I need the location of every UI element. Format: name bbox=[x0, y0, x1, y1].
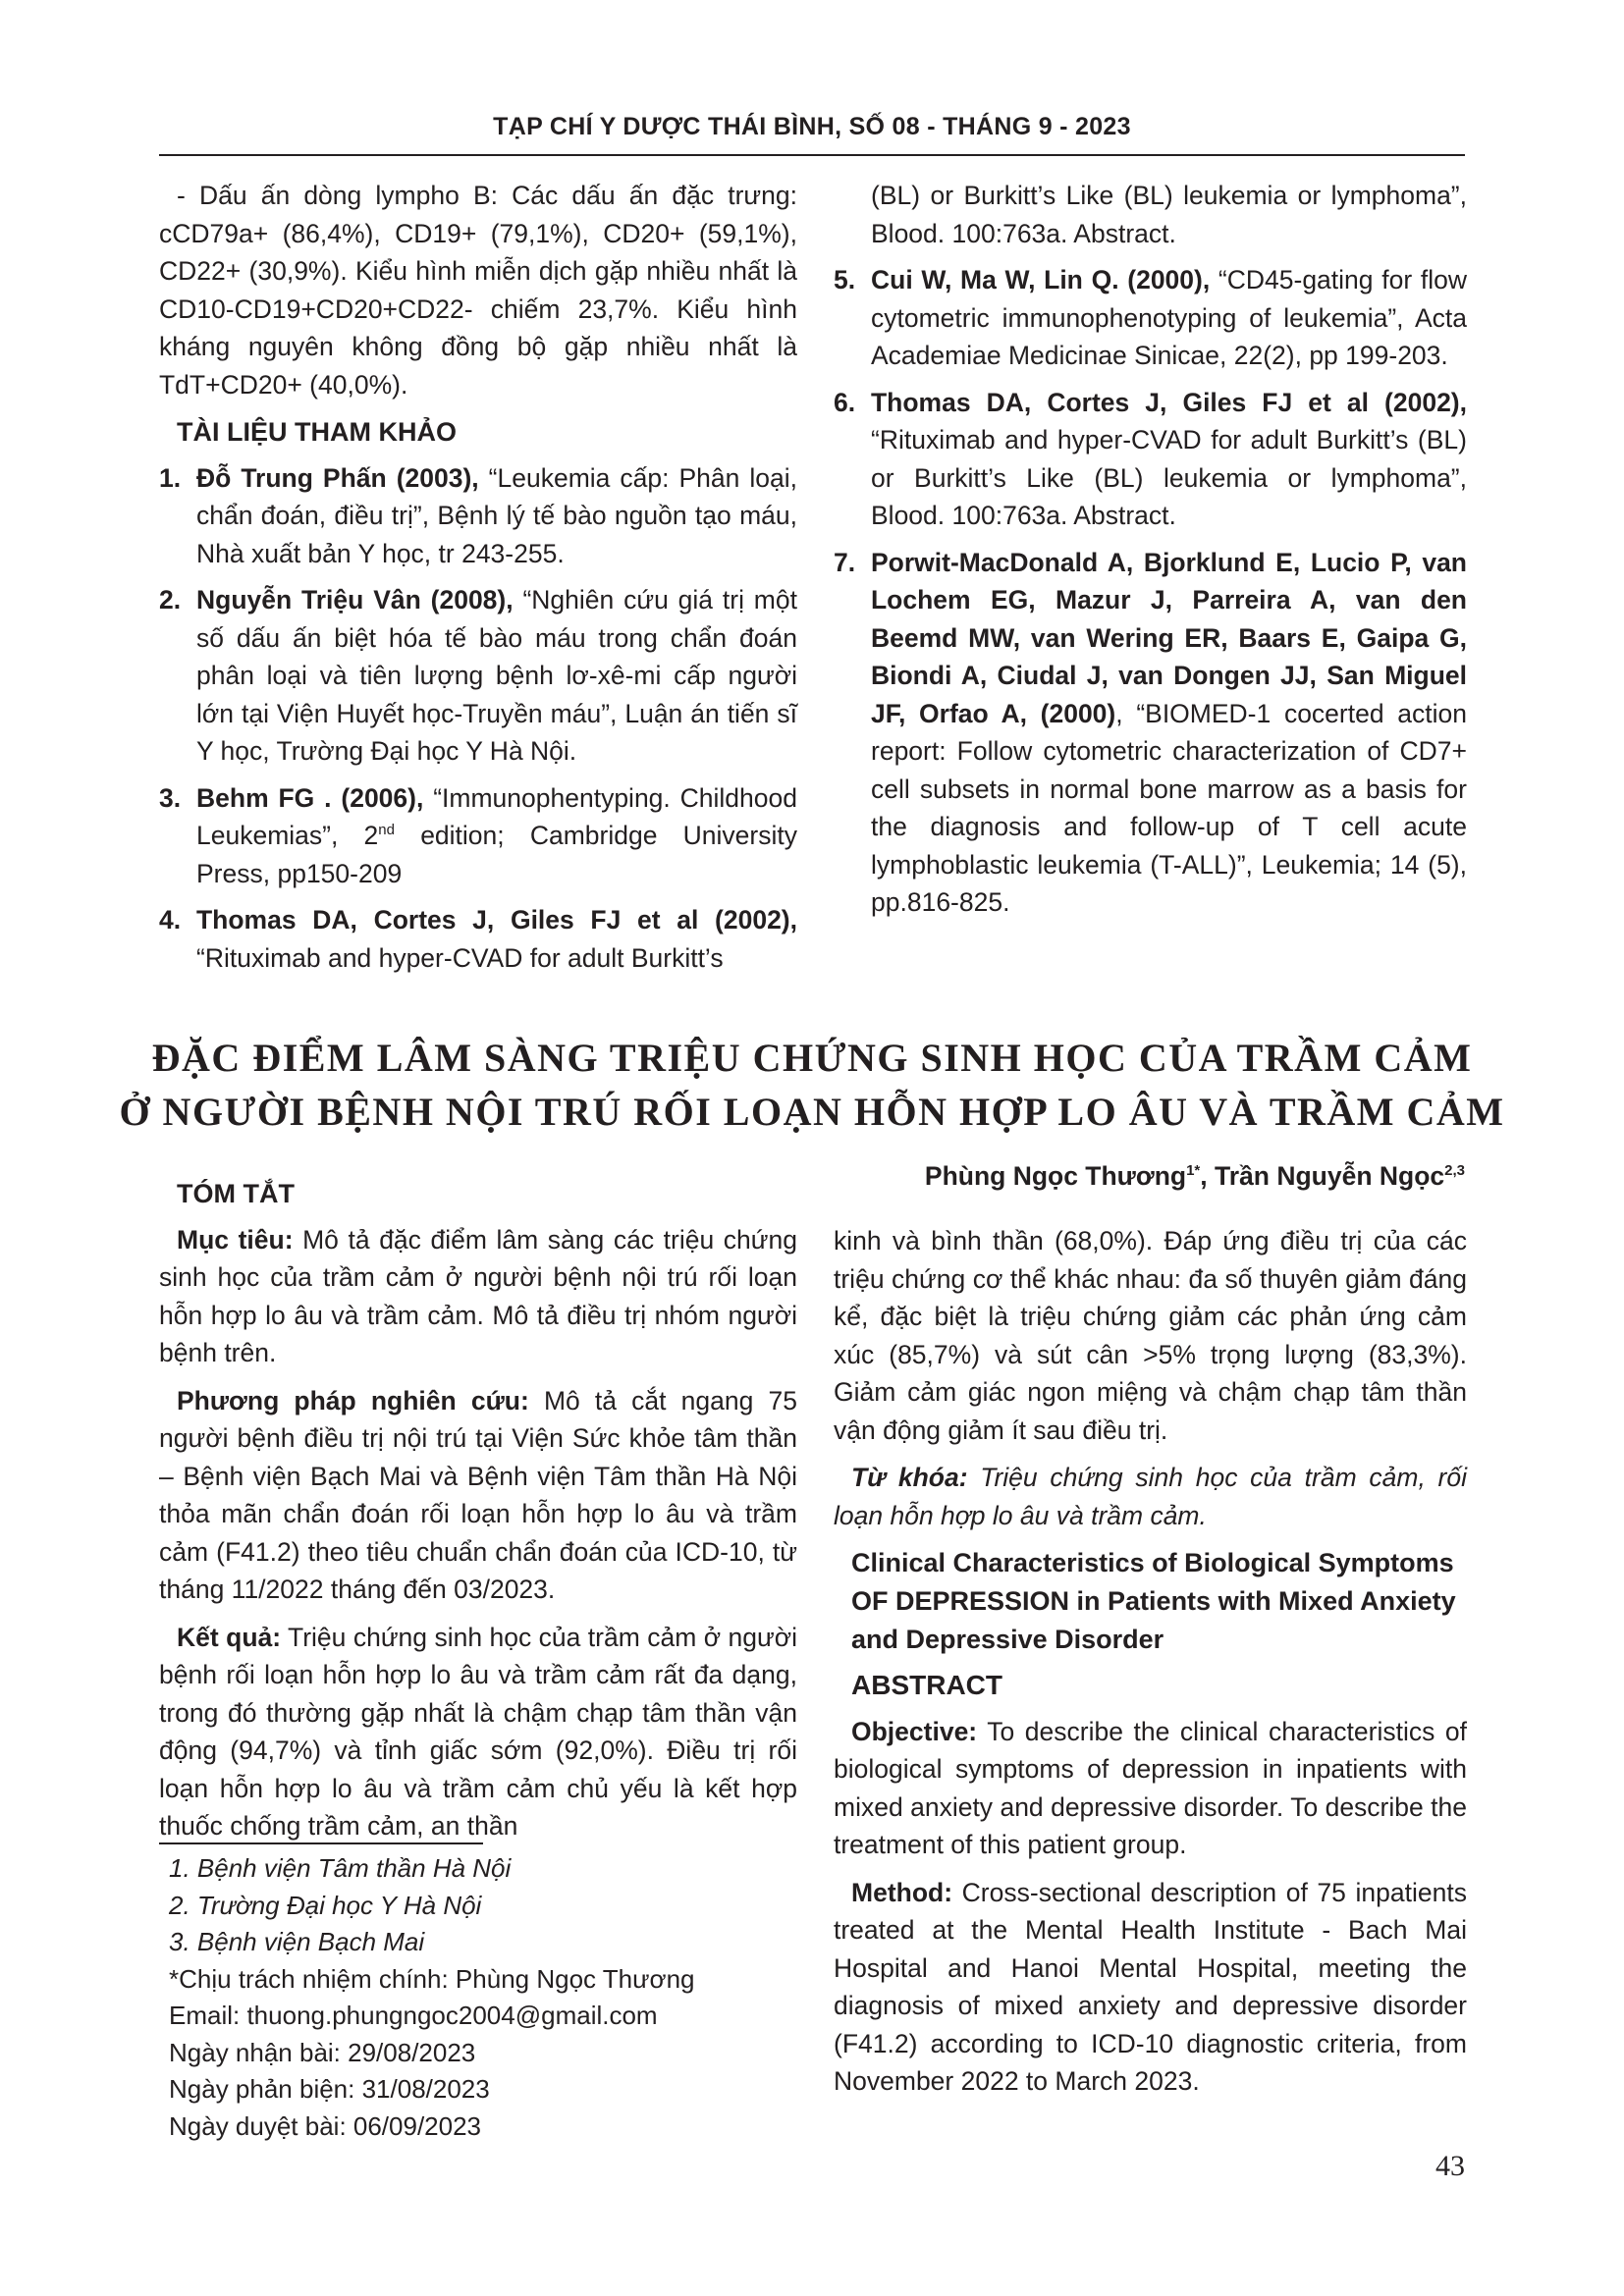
reference-text: “Rituximab and hyper-CVAD for adult Burkitt’s (BL) or Burkitt’s Like (BL) leukemia or lymphoma”, Blood. 100:763a. Abstract. bbox=[871, 425, 1467, 530]
reference-item bbox=[159, 901, 797, 977]
reference-authors: Đỗ Trung Phấn (2003), bbox=[196, 462, 479, 493]
reference-number: 2. bbox=[159, 585, 182, 614]
footnotes bbox=[169, 1850, 797, 2145]
journal-running-head: TẠP CHÍ Y DƯỢC THÁI BÌNH, SỐ 08 - THÁNG 9 - 2023 bbox=[493, 113, 1131, 140]
b-lymphocyte-markers-paragraph: - Dấu ấn dòng lympho B: Các dấu ấn đặc trưng: cCD79a+ (86,4%), CD19+ (79,1%), CD20+ (59,1%), CD22+ (30,9%). Kiểu hình miễn dịch gặp nhiều nhất là CD10-CD19+CD20+CD22- chiếm 23,7%. Kiểu hình kháng nguyên không đồng bộ gặp nhiều nhất là TdT+CD20+ (40,0%). bbox=[159, 181, 797, 400]
affiliation-3: 3. Bệnh viện Bạch Mai bbox=[169, 1927, 425, 1956]
en-objective-label: Objective: bbox=[851, 1716, 978, 1746]
email: Email: thuong.phungngoc2004@gmail.com bbox=[169, 2001, 658, 2030]
affiliation-1: 1. Bệnh viện Tâm thần Hà Nội bbox=[169, 1853, 512, 1883]
keywords-label: Từ khóa: bbox=[851, 1463, 968, 1492]
accepted-date: Ngày duyệt bài: 06/09/2023 bbox=[169, 2110, 482, 2141]
results-paragraph bbox=[159, 1619, 797, 1845]
author-affiliation-marker: 2,3 bbox=[1444, 1162, 1465, 1180]
reference-authors: Porwit-MacDonald A, Bjorklund E, Lucio P, van Lochem EG, Mazur J, Parreira A, van den Beemd MW, van Wering ER, Baars E, Gaipa G, Biondi A, Ciudal J, van Dongen JJ, San Miguel JF, Orfao A, (2000) bbox=[871, 547, 1467, 728]
reference-text: “CD45-gating for flow cytometric immunophenotyping of leukemia”, Acta Academiae Medicinae Sinicae, 22(2), pp 199-203. bbox=[871, 265, 1467, 370]
summary-heading: TÓM TẮT bbox=[177, 1179, 295, 1208]
reference-text: , “BIOMED-1 cocerted action report: Follow cytometric characterization of CD7+ cell subsets in normal bone marrow as a basis for the diagnosis and follow-up of T cell acute lymphoblastic leukemia (T-ALL)”, Leukemia; 14 (5), pp.816-825. bbox=[871, 698, 1467, 917]
results-label: Kết quả: bbox=[177, 1622, 282, 1652]
summary-right-column bbox=[834, 1222, 1467, 2101]
summary-left-column bbox=[159, 1171, 797, 1845]
method-text: Mô tả cắt ngang 75 người bệnh điều trị nội trú tại Viện Sức khỏe tâm thần – Bệnh viện Bạch Mai và Bệnh viện Tâm thần Hà Nội thỏa mãn chẩn đoán rối loạn hỗn hợp lo âu và trầm cảm (F41.2) theo tiêu chuẩn chẩn đoán của ICD-10, từ tháng 11/2022 tháng đến 03/2023. bbox=[159, 1385, 797, 1604]
page-number: 43 bbox=[1435, 2150, 1465, 2182]
reference-text: edition; Cambridge University Press, pp150-209 bbox=[196, 821, 797, 888]
reference-text: “Rituximab and hyper-CVAD for adult Burkitt’s bbox=[196, 942, 724, 973]
method-paragraph bbox=[159, 1382, 797, 1609]
en-method-text: Cross-sectional description of 75 inpatients treated at the Mental Health Institute - Bach Mai Hospital and Hanoi Mental Hospital, meeting the diagnosis of mixed anxiety and depressive disorder (F41.2) according to ICD-10 diagnostic criteria, from November 2022 to March 2023. bbox=[834, 1877, 1467, 2096]
header-rule bbox=[159, 154, 1465, 156]
reference-number: 3. bbox=[159, 782, 182, 813]
corresponding-author: *Chịu trách nhiệm chính: Phùng Ngọc Thương bbox=[169, 1963, 695, 1994]
prev-article-left-column bbox=[159, 177, 797, 986]
results-continuation: kinh và bình thần (68,0%). Đáp ứng điều trị của các triệu chứng cơ thể khác nhau: đa số thuyên giảm đáng kể, đặc biệt là triệu chứng giảm các phản ứng cảm xúc (85,7%) và sút cân >5% trọng lượng (83,3%). Giảm cảm giác ngon miệng và chậm chạp tâm thần vận động giảm ít sau điều trị. bbox=[834, 1226, 1467, 1445]
objective-paragraph bbox=[159, 1221, 797, 1372]
reference-item bbox=[834, 261, 1467, 375]
reference-superscript: nd bbox=[378, 822, 395, 839]
method-label: Phương pháp nghiên cứu: bbox=[177, 1385, 529, 1415]
reference-item bbox=[834, 384, 1467, 535]
author-affiliation-marker: 1* bbox=[1186, 1162, 1201, 1180]
article-authors bbox=[925, 1161, 1465, 1192]
prev-article-right-column bbox=[834, 177, 1467, 931]
en-method-paragraph bbox=[834, 1874, 1467, 2101]
keywords-paragraph bbox=[834, 1459, 1467, 1534]
reference-number: 5. bbox=[834, 265, 856, 294]
footnote-rule bbox=[159, 1842, 483, 1844]
reference-authors: Nguyễn Triệu Vân (2008), bbox=[196, 585, 514, 614]
reference-item bbox=[159, 779, 797, 893]
reference-item bbox=[834, 544, 1467, 922]
results-text: Triệu chứng sinh học của trầm cảm ở người bệnh rối loạn hỗn hợp lo âu và trầm cảm rất đa dạng, trong đó thường gặp nhất là chậm chạp tâm thần vận động (94,7%) và tỉnh giấc sớm (92,0%). Điều trị rối loạn hỗn hợp lo âu và trầm cảm chủ yếu là kết hợp thuốc chống trầm cảm, an thần bbox=[159, 1622, 797, 1841]
reference-text: “Immunophentyping. Childhood Leukemias”, 2 bbox=[196, 782, 797, 850]
reference-text: “Leukemia cấp: Phân loại, chẩn đoán, điều trị”, Bệnh lý tế bào nguồn tạo máu, Nhà xuất bản Y học, tr 243-255. bbox=[196, 462, 798, 568]
reference-authors: Cui W, Ma W, Lin Q. (2000), bbox=[871, 265, 1211, 294]
en-method-label: Method: bbox=[851, 1877, 953, 1907]
english-title: Clinical Characteristics of Biological Symptoms OF DEPRESSION in Patients with Mixed Anxiety and Depressive Disorder bbox=[851, 1548, 1456, 1654]
review-date: Ngày phản biện: 31/08/2023 bbox=[169, 2074, 490, 2104]
received-date: Ngày nhận bài: 29/08/2023 bbox=[169, 2037, 476, 2067]
references-heading: TÀI LIỆU THAM KHẢO bbox=[177, 417, 457, 447]
reference-item bbox=[159, 459, 797, 573]
keywords-text: Triệu chứng sinh học của trầm cảm, rối loạn hỗn hợp lo âu và trầm cảm. bbox=[834, 1463, 1467, 1530]
reference-number: 6. bbox=[834, 387, 856, 417]
article-title-line: ĐẶC ĐIỂM LÂM SÀNG TRIỆU CHỨNG SINH HỌC CỦA TRẦM CẢM bbox=[151, 1036, 1473, 1080]
en-objective-paragraph bbox=[834, 1713, 1467, 1864]
reference-number: 1. bbox=[159, 462, 182, 493]
reference-number: 7. bbox=[834, 547, 856, 577]
reference-continuation: (BL) or Burkitt’s Like (BL) leukemia or lymphoma”, Blood. 100:763a. Abstract. bbox=[871, 181, 1467, 248]
reference-text: “Nghiên cứu giá trị một số dấu ấn biệt hóa tế bào máu trong chẩn đoán phân loại và tiên lượng bệnh lơ-xê-mi cấp người lớn tại Viện Huyết học-Truyền máu”, Luận án tiến sĩ Y học, Trường Đại học Y Hà Nội. bbox=[196, 585, 797, 766]
reference-item bbox=[159, 581, 797, 771]
article-title bbox=[0, 1031, 1624, 1139]
reference-authors: Behm FG . (2006), bbox=[196, 782, 424, 813]
author-separator: , bbox=[1200, 1161, 1216, 1191]
abstract-heading: ABSTRACT bbox=[851, 1670, 1002, 1700]
reference-number: 4. bbox=[159, 905, 182, 934]
reference-authors: Thomas DA, Cortes J, Giles FJ et al (2002), bbox=[871, 387, 1467, 417]
en-objective-text: To describe the clinical characteristics of biological symptoms of depression in inpatients with mixed anxiety and depressive disorder. To describe the treatment of this patient group. bbox=[834, 1716, 1467, 1859]
objective-label: Mục tiêu: bbox=[177, 1224, 294, 1255]
affiliation-2: 2. Trường Đại học Y Hà Nội bbox=[169, 1890, 482, 1920]
reference-authors: Thomas DA, Cortes J, Giles FJ et al (2002), bbox=[196, 905, 797, 934]
objective-text: Mô tả đặc điểm lâm sàng các triệu chứng sinh học của trầm cảm ở người bệnh nội trú rối loạn hỗn hợp lo âu và trầm cảm. Mô tả điều trị nhóm người bệnh trên. bbox=[159, 1224, 797, 1367]
article-title-line: Ở NGƯỜI BỆNH NỘI TRÚ RỐI LOẠN HỖN HỢP LO ÂU VÀ TRẦM CẢM bbox=[119, 1090, 1505, 1134]
author-name: Phùng Ngọc Thương bbox=[924, 1161, 1187, 1191]
author-name: Trần Nguyễn Ngọc bbox=[1215, 1161, 1445, 1191]
